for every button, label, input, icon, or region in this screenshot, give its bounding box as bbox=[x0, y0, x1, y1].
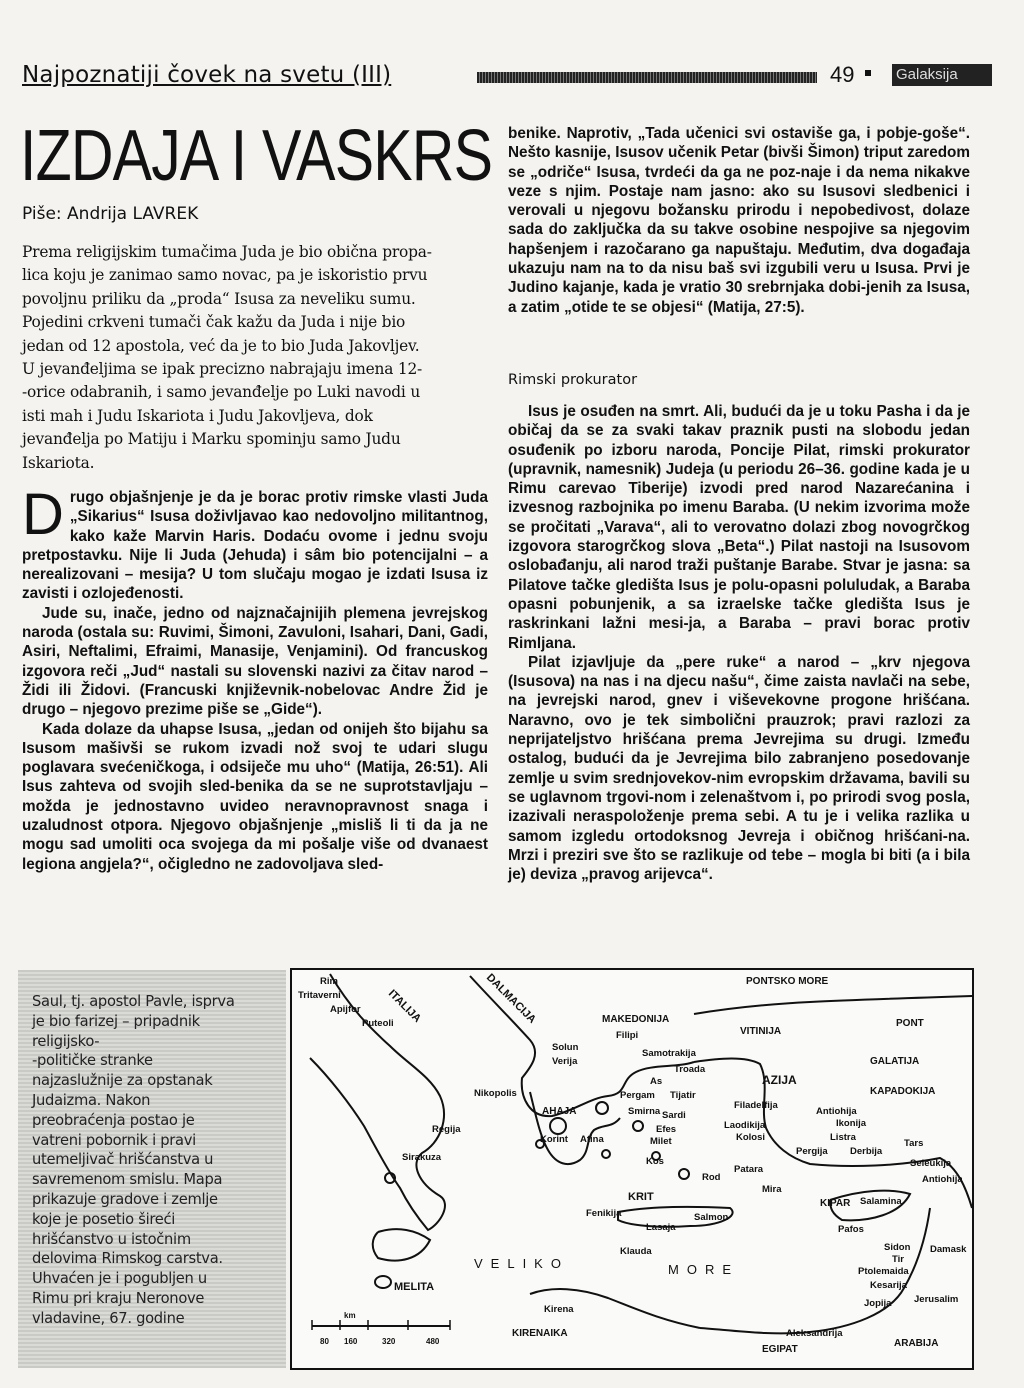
map-label: Sardi bbox=[662, 1110, 686, 1121]
paragraph-text: Isus je osuđen na smrt. Ali, budući da je u toku Pasha i da je običaj da se za svaki takav praznik pusti na slobodu jedan osuđenik po izboru naroda, Poncije Pilat, rimski prokurator (upravnik, namesnik) Judeja (u periodu 26–36. godine kada je u Rimu carevao Tiberije) izvodi pred narod Nazarećanina i izvesnog razbojnika po imenu Baraba. (U nekim izvorima može se pročitati „Varava“, ali to verovatno dolazi zbog novogrčkog izgovora starogrčkog slova „Beta“.) Pilat nastoji na Isusovom oslobađanju, ali narod traži puštanje Barabe. Stvar je jasna: sa Pilatove tačke gledišta Isus je polu-opasni poluludak, a Baraba opasni pobunjenik, a sa izraelske tačke gledišta Isus je raskrinkani lažni mesi-ja, a Baraba – pravi borac protiv Rimljana. bbox=[508, 403, 970, 652]
map-label: Tritaverni bbox=[298, 990, 341, 1001]
left-column-body bbox=[22, 482, 488, 874]
intro-line: lica koju je zanimao samo novac, pa je iskoristio prvu bbox=[22, 266, 428, 285]
map-label: Seleukija bbox=[910, 1158, 952, 1169]
drop-cap-paragraph bbox=[22, 482, 488, 604]
scale-tick: 160 bbox=[344, 1337, 358, 1346]
caption-line: preobraćenja postao je bbox=[32, 1111, 195, 1129]
map-label: Tars bbox=[904, 1138, 924, 1149]
intro-line: Pojedini crkveni tumači čak kažu da Juda i nije bio bbox=[22, 313, 406, 332]
map-label: PONT bbox=[896, 1018, 924, 1029]
map-label: GALATIJA bbox=[870, 1056, 920, 1067]
caption-line: vladavine, 67. godine bbox=[32, 1309, 185, 1327]
intro-line: -orice odabranih, i samo jevanđelje po Luki navodi u bbox=[22, 383, 421, 402]
map-label: Jerusalim bbox=[914, 1294, 959, 1305]
page-number: 49 bbox=[830, 62, 855, 87]
map-label: Kesarija bbox=[870, 1280, 907, 1291]
map-label: Filipi bbox=[616, 1030, 639, 1041]
map-label: Klauda bbox=[620, 1246, 652, 1257]
caption-line: Uhvaćen je i pogubljen u bbox=[32, 1270, 207, 1288]
map-label: As bbox=[650, 1076, 663, 1087]
article-title: IZDAJA I VASKRS bbox=[20, 116, 493, 196]
caption-line: religijsko- bbox=[32, 1032, 100, 1050]
intro-paragraph bbox=[22, 241, 488, 475]
map-label: Sidon bbox=[884, 1242, 911, 1253]
map-label: Ikonija bbox=[836, 1118, 867, 1129]
map-label: Salamina bbox=[860, 1196, 902, 1207]
map-label: KAPADOKIJA bbox=[870, 1086, 936, 1097]
paragraph-text: Kada dolaze da uhapse Isusa, „jedan od onijeh što bijahu sa Isusom mašivši se rukom izvadi nož svoj te udari slugu poglavara svećeničkoga, i odsiječe mu uho“ (Matija, 26:51). Ali Isus zahteva od svojih sled-benika da se ne suprotstavljaju – možda je jednostavno uvideo neravnopravnost snaga i uzaludnost otpora. Njegovo objašnjenje „misliš li ti da ja ne mogu sad umoliti oca svojega da mi pošalje više od dvanaest legiona angjela?“, očigledno ne zadovoljava sled- bbox=[22, 720, 488, 873]
caption-line: prikazuje gradove i zemlje bbox=[32, 1190, 218, 1208]
right-column-top bbox=[508, 124, 970, 317]
map-label: Salmon bbox=[694, 1212, 729, 1223]
map-label: Damask bbox=[930, 1244, 967, 1255]
map-label: Listra bbox=[830, 1132, 856, 1143]
map-label: Lasaja bbox=[646, 1222, 676, 1233]
map-label: Laodikija bbox=[724, 1120, 766, 1131]
map-label: Mira bbox=[762, 1184, 782, 1195]
intro-line: Iskariota. bbox=[22, 453, 95, 472]
running-title: Najpoznatiji čovek na svetu (III) bbox=[22, 62, 392, 88]
map-label: ITALIJA bbox=[385, 987, 424, 1025]
map-label: EGIPAT bbox=[762, 1344, 798, 1355]
caption-text bbox=[32, 992, 260, 1329]
map-label: Rod bbox=[702, 1172, 721, 1183]
map-label: Kos bbox=[646, 1156, 664, 1167]
scale-tick: 480 bbox=[426, 1337, 440, 1346]
caption-line: koje je posetio šireći bbox=[32, 1210, 176, 1228]
map-label: Tir bbox=[892, 1254, 904, 1265]
caption-line: -političke stranke bbox=[32, 1052, 153, 1070]
bullet-square-icon bbox=[865, 70, 871, 76]
paragraph-text: Jude su, inače, jedno od najznačajnijih plemena jevrejskog naroda (ostala su: Ruvimi, Šimoni, Zavuloni, Isahari, Dani, Gadi, Asiri, Neftalimi, Efraimi, Manasije, Venjamini). Od francuskog izgovora reči „Jud“ nastali su slovenski nazivi za čitav narod – Židi ili Židovi. (Francuski književnik-nobelovac Andre Žid je drugo – njegovo prezime piše se „Gide“). bbox=[22, 604, 488, 719]
header-rule bbox=[477, 72, 817, 83]
intro-line: povoljnu priliku da „proda“ Isusa za neveliku sumu. bbox=[22, 289, 416, 308]
drop-cap: D bbox=[22, 482, 64, 547]
paragraph-text: benike. Naprotiv, „Tada učenici svi ostaviše ga, i pobje-goše“. Nešto kasnije, Isusov učenik Petar (bivši Šimon) triput zaredom se „odriče“ Isusa, tvrdeći da ga ne poz-naje i da nema nikakve veze s njim. Postaje nam jasno: ako su Isusovi sledbenici i verovali u njegovu božansku prirodu i nepobedivost, dolaze sada do zaključka da su takve osobine nespojive sa njegovim hapšenjem i razočarano ga napuštaju. Međutim, dva događaja ukazuju nam na to da nisu baš svi izgubili veru u Isusa. Prvi je Judino kajanje, kada je vratio 30 srebrnjaka dobi-jenih za Isusa, a zatim „otide te se objesi“ (Matija, 27:5). bbox=[508, 125, 970, 316]
intro-line: isti mah i Judu Iskariota i Judu Jakovljeva, dok bbox=[22, 406, 373, 425]
scale-unit: km bbox=[344, 1311, 356, 1320]
map-label: MAKEDONIJA bbox=[602, 1014, 670, 1025]
caption-box bbox=[18, 970, 286, 1368]
caption-line: hrišćanstvo u istočnim bbox=[32, 1230, 191, 1248]
map-label: Tijatir bbox=[670, 1090, 696, 1101]
caption-line: Saul, tj. apostol Pavle, isprva bbox=[32, 993, 235, 1010]
running-header bbox=[22, 62, 972, 96]
map-label: AZIJA bbox=[762, 1073, 797, 1087]
map-label: Nikopolis bbox=[474, 1088, 517, 1099]
scale-tick: 320 bbox=[382, 1337, 396, 1346]
caption-line: delovima Rimskog carstva. bbox=[32, 1250, 223, 1268]
map-label: Sirakuza bbox=[402, 1152, 442, 1163]
map-label: Kirena bbox=[544, 1304, 574, 1315]
byline: Piše: Andrija LAVREK bbox=[22, 204, 199, 224]
map-label: Efes bbox=[656, 1124, 677, 1135]
scale-tick: 80 bbox=[320, 1337, 329, 1346]
intro-line: jevanđelja po Matiju i Marku spominju samo Judu bbox=[22, 430, 401, 449]
map-label: KIPAR bbox=[820, 1198, 851, 1209]
map-label: KIRENAIKA bbox=[512, 1328, 568, 1339]
map-label: Derbija bbox=[850, 1146, 883, 1157]
map-of-pauls-journeys bbox=[290, 968, 974, 1370]
map-label: Regija bbox=[432, 1124, 461, 1135]
right-column-body bbox=[508, 402, 970, 884]
paragraph-text: Pilat izjavljuje da „pere ruke“ a narod – „krv njegova (Isusova) na nas i na djecu našu“, čime zaista navlači na sebe, na jevrejski narod, gnev i viševekovne progone hrišćana. Naravno, ovo je tek simbolični prauzrok; pravi razlozi za neprijateljstvo hrišćana prema Jevrejima su drugi. Između ostalog, budući da je Jevrejima bilo zabranjeno posedovanje zemlje u svim srednjovekov-nim evropskim državama, bavili su se uglavnom trgovi-nom i zelenaštvom i, po prirodi svog posla, izazivali neraspoloženje prema sebi. A tu je i velika razlika u samom izgledu ortodoksnog Jevreja i običnog hrišćani-na. Mrzi i preziri sve što se razlikuje od tebe – mogla bi biti (a i bila je) deviza „pravog arijevca“. bbox=[508, 653, 970, 884]
map-label: KRIT bbox=[628, 1191, 654, 1203]
paragraph-text: rugo objašnjenje je da je borac protiv rimske vlasti Juda „Sikarius“ Isusa doživljavao kao nedovoljno militantnog, kako kaže Marvin Haris. Dodaću ovome i jednu svoju pretpostavku. Nije li Juda (Jehuda) i sâm bio potencijalni – a nerealizovani – mesija? U tom slučaju mogao je izdati Isusa iz zavisti i ozlojeđenosti. bbox=[22, 489, 488, 603]
map-label: MORE bbox=[668, 1262, 739, 1277]
map-label: Aleksandrija bbox=[786, 1328, 843, 1339]
map-label: Troada bbox=[674, 1064, 706, 1075]
caption-line: utemeljivač hrišćanstva u bbox=[32, 1151, 214, 1169]
map-label: Antiohija bbox=[922, 1174, 963, 1185]
map-label: Solun bbox=[552, 1042, 579, 1053]
map-label: Korint bbox=[540, 1134, 568, 1145]
intro-line: Prema religijskim tumačima Juda je bio obična propa- bbox=[22, 243, 432, 261]
map-label: Pergam bbox=[620, 1090, 655, 1101]
map-label: Rim bbox=[320, 976, 338, 987]
map-label: AHAJA bbox=[542, 1106, 577, 1117]
map-label: Jopija bbox=[864, 1298, 892, 1309]
caption-line: Judaizma. Nakon bbox=[32, 1091, 151, 1109]
map-label: Patara bbox=[734, 1164, 764, 1175]
caption-line: je bio farizej – pripadnik bbox=[32, 1012, 200, 1030]
map-label: Antiohija bbox=[816, 1106, 857, 1117]
map-label: Kolosi bbox=[736, 1132, 766, 1143]
map-label: Apijfor bbox=[330, 1004, 361, 1015]
section-badge: Galaksija bbox=[892, 64, 992, 86]
map-label: MELITA bbox=[394, 1281, 435, 1293]
map-label: Ptolemaida bbox=[858, 1266, 909, 1277]
intro-line: U jevanđeljima se ipak precizno nabrajaju imena 12- bbox=[22, 360, 423, 379]
map-label: VITINIJA bbox=[740, 1026, 782, 1037]
map-label: Milet bbox=[650, 1136, 672, 1147]
map-label: Filadelfija bbox=[734, 1100, 778, 1111]
intro-line: jedan od 12 apostola, već da je to bio Juda Jakovljev. bbox=[22, 336, 420, 355]
map-label: Fenikija bbox=[586, 1208, 622, 1219]
map-label: Puteoli bbox=[362, 1018, 394, 1029]
caption-line: najzaslužnije za opstanak bbox=[32, 1072, 213, 1090]
subheading: Rimski prokurator bbox=[508, 372, 638, 388]
caption-line: savremenom smislu. Mapa bbox=[32, 1171, 223, 1189]
map-label: Pergija bbox=[796, 1146, 828, 1157]
map-label: ARABIJA bbox=[894, 1338, 939, 1349]
map-label: DALMACIJA bbox=[483, 971, 539, 1026]
map-label: PONTSKO MORE bbox=[746, 976, 829, 987]
map-label: Pafos bbox=[838, 1224, 864, 1235]
caption-line: vatreni pobornik i pravi bbox=[32, 1131, 196, 1149]
map-label: Samotrakija bbox=[642, 1048, 696, 1059]
caption-line: Rimu pri kraju Neronove bbox=[32, 1289, 205, 1307]
map-label: Verija bbox=[552, 1056, 578, 1067]
map-label: VELIKO bbox=[474, 1256, 569, 1271]
map-label: Atina bbox=[580, 1134, 604, 1145]
map-label: Smirna bbox=[628, 1106, 661, 1117]
